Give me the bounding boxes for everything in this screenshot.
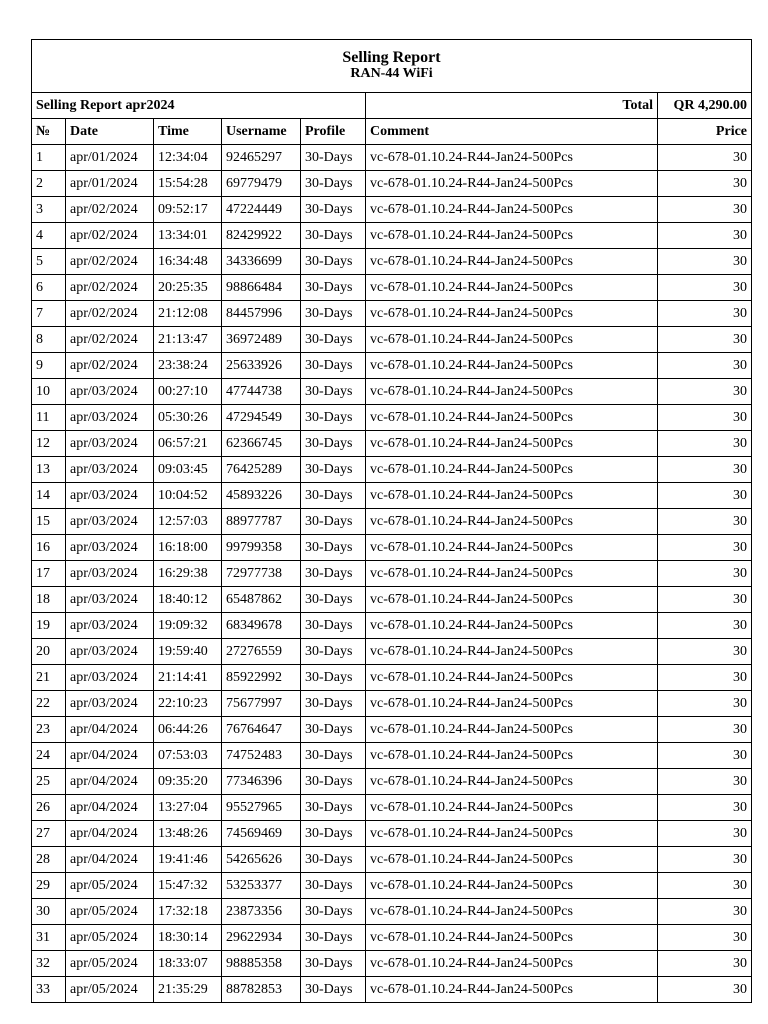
cell-time: 13:48:26: [154, 821, 222, 847]
cell-number: 1: [32, 145, 66, 171]
cell-comment: vc-678-01.10.24-R44-Jan24-500Pcs: [366, 977, 658, 1003]
cell-username: 36972489: [222, 327, 301, 353]
cell-username: 84457996: [222, 301, 301, 327]
cell-date: apr/01/2024: [66, 171, 154, 197]
cell-number: 19: [32, 613, 66, 639]
cell-username: 53253377: [222, 873, 301, 899]
cell-price: 30: [658, 847, 752, 873]
cell-price: 30: [658, 171, 752, 197]
cell-price: 30: [658, 717, 752, 743]
cell-username: 27276559: [222, 639, 301, 665]
cell-price: 30: [658, 197, 752, 223]
table-row: [32, 639, 752, 665]
cell-date: apr/02/2024: [66, 327, 154, 353]
cell-price: 30: [658, 795, 752, 821]
cell-username: 74569469: [222, 821, 301, 847]
table-row: [32, 977, 752, 1003]
cell-date: apr/04/2024: [66, 847, 154, 873]
cell-time: 19:41:46: [154, 847, 222, 873]
cell-number: 18: [32, 587, 66, 613]
cell-number: 13: [32, 457, 66, 483]
cell-date: apr/02/2024: [66, 353, 154, 379]
cell-number: 22: [32, 691, 66, 717]
cell-profile: 30-Days: [301, 691, 366, 717]
cell-number: 4: [32, 223, 66, 249]
cell-profile: 30-Days: [301, 665, 366, 691]
column-header-comment: Comment: [366, 119, 658, 145]
table-row: [32, 769, 752, 795]
cell-username: 88977787: [222, 509, 301, 535]
cell-price: 30: [658, 327, 752, 353]
cell-date: apr/03/2024: [66, 379, 154, 405]
cell-price: 30: [658, 561, 752, 587]
cell-comment: vc-678-01.10.24-R44-Jan24-500Pcs: [366, 561, 658, 587]
cell-time: 23:38:24: [154, 353, 222, 379]
cell-time: 18:30:14: [154, 925, 222, 951]
cell-username: 47224449: [222, 197, 301, 223]
cell-comment: vc-678-01.10.24-R44-Jan24-500Pcs: [366, 353, 658, 379]
table-row: [32, 743, 752, 769]
cell-price: 30: [658, 275, 752, 301]
title-row: [32, 40, 752, 93]
cell-time: 09:03:45: [154, 457, 222, 483]
cell-username: 62366745: [222, 431, 301, 457]
cell-price: 30: [658, 379, 752, 405]
cell-date: apr/04/2024: [66, 821, 154, 847]
cell-username: 76425289: [222, 457, 301, 483]
cell-date: apr/05/2024: [66, 873, 154, 899]
cell-price: 30: [658, 873, 752, 899]
cell-comment: vc-678-01.10.24-R44-Jan24-500Pcs: [366, 171, 658, 197]
cell-comment: vc-678-01.10.24-R44-Jan24-500Pcs: [366, 665, 658, 691]
cell-number: 21: [32, 665, 66, 691]
cell-time: 21:12:08: [154, 301, 222, 327]
cell-date: apr/03/2024: [66, 405, 154, 431]
cell-number: 27: [32, 821, 66, 847]
cell-comment: vc-678-01.10.24-R44-Jan24-500Pcs: [366, 639, 658, 665]
cell-comment: vc-678-01.10.24-R44-Jan24-500Pcs: [366, 249, 658, 275]
cell-date: apr/04/2024: [66, 717, 154, 743]
cell-date: apr/04/2024: [66, 743, 154, 769]
cell-time: 17:32:18: [154, 899, 222, 925]
cell-comment: vc-678-01.10.24-R44-Jan24-500Pcs: [366, 743, 658, 769]
cell-price: 30: [658, 587, 752, 613]
cell-price: 30: [658, 821, 752, 847]
cell-profile: 30-Days: [301, 951, 366, 977]
total-value: QR 4,290.00: [658, 93, 752, 119]
cell-date: apr/02/2024: [66, 249, 154, 275]
cell-date: apr/05/2024: [66, 925, 154, 951]
table-row: [32, 847, 752, 873]
cell-username: 98866484: [222, 275, 301, 301]
cell-number: 26: [32, 795, 66, 821]
cell-date: apr/03/2024: [66, 613, 154, 639]
cell-username: 72977738: [222, 561, 301, 587]
cell-profile: 30-Days: [301, 483, 366, 509]
cell-username: 77346396: [222, 769, 301, 795]
table-row: [32, 353, 752, 379]
cell-date: apr/05/2024: [66, 951, 154, 977]
cell-username: 65487862: [222, 587, 301, 613]
cell-profile: 30-Days: [301, 145, 366, 171]
cell-username: 34336699: [222, 249, 301, 275]
cell-date: apr/03/2024: [66, 483, 154, 509]
cell-time: 12:57:03: [154, 509, 222, 535]
cell-price: 30: [658, 613, 752, 639]
cell-comment: vc-678-01.10.24-R44-Jan24-500Pcs: [366, 925, 658, 951]
cell-time: 21:35:29: [154, 977, 222, 1003]
cell-profile: 30-Days: [301, 743, 366, 769]
cell-time: 06:44:26: [154, 717, 222, 743]
table-row: [32, 873, 752, 899]
cell-number: 28: [32, 847, 66, 873]
cell-username: 68349678: [222, 613, 301, 639]
table-row: [32, 899, 752, 925]
table-row: [32, 249, 752, 275]
cell-date: apr/01/2024: [66, 145, 154, 171]
cell-price: 30: [658, 145, 752, 171]
cell-number: 6: [32, 275, 66, 301]
cell-number: 17: [32, 561, 66, 587]
cell-username: 29622934: [222, 925, 301, 951]
cell-price: 30: [658, 301, 752, 327]
cell-comment: vc-678-01.10.24-R44-Jan24-500Pcs: [366, 613, 658, 639]
table-row: [32, 197, 752, 223]
column-header-date: Date: [66, 119, 154, 145]
cell-time: 10:04:52: [154, 483, 222, 509]
cell-date: apr/02/2024: [66, 275, 154, 301]
table-row: [32, 587, 752, 613]
cell-date: apr/03/2024: [66, 639, 154, 665]
cell-profile: 30-Days: [301, 847, 366, 873]
cell-date: apr/03/2024: [66, 457, 154, 483]
cell-date: apr/02/2024: [66, 301, 154, 327]
cell-date: apr/03/2024: [66, 535, 154, 561]
cell-username: 45893226: [222, 483, 301, 509]
cell-time: 18:33:07: [154, 951, 222, 977]
cell-username: 74752483: [222, 743, 301, 769]
table-row: [32, 327, 752, 353]
cell-username: 99799358: [222, 535, 301, 561]
report-title: Selling Report: [342, 49, 441, 66]
cell-time: 21:14:41: [154, 665, 222, 691]
cell-date: apr/04/2024: [66, 795, 154, 821]
cell-username: 88782853: [222, 977, 301, 1003]
cell-time: 12:34:04: [154, 145, 222, 171]
cell-number: 23: [32, 717, 66, 743]
cell-time: 07:53:03: [154, 743, 222, 769]
report-period: Selling Report apr2024: [32, 93, 366, 119]
table-row: [32, 405, 752, 431]
cell-date: apr/03/2024: [66, 665, 154, 691]
cell-comment: vc-678-01.10.24-R44-Jan24-500Pcs: [366, 873, 658, 899]
cell-profile: 30-Days: [301, 171, 366, 197]
cell-comment: vc-678-01.10.24-R44-Jan24-500Pcs: [366, 275, 658, 301]
cell-time: 21:13:47: [154, 327, 222, 353]
cell-price: 30: [658, 899, 752, 925]
cell-profile: 30-Days: [301, 977, 366, 1003]
table-row: [32, 665, 752, 691]
column-header-price: Price: [658, 119, 752, 145]
cell-profile: 30-Days: [301, 639, 366, 665]
cell-time: 15:47:32: [154, 873, 222, 899]
cell-profile: 30-Days: [301, 769, 366, 795]
cell-time: 05:30:26: [154, 405, 222, 431]
cell-number: 33: [32, 977, 66, 1003]
cell-profile: 30-Days: [301, 405, 366, 431]
table-row: [32, 483, 752, 509]
column-header-profile: Profile: [301, 119, 366, 145]
cell-number: 31: [32, 925, 66, 951]
cell-number: 9: [32, 353, 66, 379]
cell-price: 30: [658, 535, 752, 561]
cell-price: 30: [658, 249, 752, 275]
cell-date: apr/03/2024: [66, 561, 154, 587]
cell-profile: 30-Days: [301, 821, 366, 847]
cell-comment: vc-678-01.10.24-R44-Jan24-500Pcs: [366, 821, 658, 847]
table-row: [32, 925, 752, 951]
cell-comment: vc-678-01.10.24-R44-Jan24-500Pcs: [366, 301, 658, 327]
cell-date: apr/05/2024: [66, 899, 154, 925]
cell-number: 29: [32, 873, 66, 899]
cell-number: 7: [32, 301, 66, 327]
cell-price: 30: [658, 977, 752, 1003]
cell-number: 15: [32, 509, 66, 535]
cell-date: apr/03/2024: [66, 431, 154, 457]
cell-time: 15:54:28: [154, 171, 222, 197]
cell-comment: vc-678-01.10.24-R44-Jan24-500Pcs: [366, 795, 658, 821]
cell-username: 47294549: [222, 405, 301, 431]
table-row: [32, 691, 752, 717]
table-row: [32, 795, 752, 821]
table-row: [32, 145, 752, 171]
cell-username: 69779479: [222, 171, 301, 197]
cell-price: 30: [658, 639, 752, 665]
table-row: [32, 301, 752, 327]
cell-number: 5: [32, 249, 66, 275]
cell-date: apr/02/2024: [66, 197, 154, 223]
cell-comment: vc-678-01.10.24-R44-Jan24-500Pcs: [366, 899, 658, 925]
table-row: [32, 561, 752, 587]
cell-comment: vc-678-01.10.24-R44-Jan24-500Pcs: [366, 379, 658, 405]
cell-number: 20: [32, 639, 66, 665]
cell-number: 2: [32, 171, 66, 197]
cell-username: 95527965: [222, 795, 301, 821]
table-row: [32, 821, 752, 847]
cell-price: 30: [658, 405, 752, 431]
cell-time: 20:25:35: [154, 275, 222, 301]
table-row: [32, 613, 752, 639]
cell-profile: 30-Days: [301, 275, 366, 301]
cell-username: 85922992: [222, 665, 301, 691]
cell-profile: 30-Days: [301, 353, 366, 379]
summary-row: [32, 93, 752, 119]
cell-profile: 30-Days: [301, 223, 366, 249]
column-header-time: Time: [154, 119, 222, 145]
cell-time: 16:34:48: [154, 249, 222, 275]
cell-profile: 30-Days: [301, 301, 366, 327]
cell-price: 30: [658, 665, 752, 691]
cell-date: apr/03/2024: [66, 587, 154, 613]
cell-price: 30: [658, 691, 752, 717]
cell-username: 47744738: [222, 379, 301, 405]
table-row: [32, 509, 752, 535]
cell-number: 12: [32, 431, 66, 457]
cell-comment: vc-678-01.10.24-R44-Jan24-500Pcs: [366, 951, 658, 977]
cell-comment: vc-678-01.10.24-R44-Jan24-500Pcs: [366, 587, 658, 613]
cell-number: 32: [32, 951, 66, 977]
cell-comment: vc-678-01.10.24-R44-Jan24-500Pcs: [366, 197, 658, 223]
cell-comment: vc-678-01.10.24-R44-Jan24-500Pcs: [366, 717, 658, 743]
cell-username: 25633926: [222, 353, 301, 379]
selling-report-table: [31, 39, 752, 1003]
cell-price: 30: [658, 483, 752, 509]
cell-time: 13:27:04: [154, 795, 222, 821]
cell-username: 98885358: [222, 951, 301, 977]
cell-username: 54265626: [222, 847, 301, 873]
table-row: [32, 717, 752, 743]
table-row: [32, 275, 752, 301]
total-label: Total: [366, 93, 658, 119]
report-title-cell: [32, 40, 752, 93]
cell-profile: 30-Days: [301, 899, 366, 925]
table-row: [32, 457, 752, 483]
cell-comment: vc-678-01.10.24-R44-Jan24-500Pcs: [366, 327, 658, 353]
cell-comment: vc-678-01.10.24-R44-Jan24-500Pcs: [366, 405, 658, 431]
cell-profile: 30-Days: [301, 925, 366, 951]
cell-time: 22:10:23: [154, 691, 222, 717]
cell-profile: 30-Days: [301, 587, 366, 613]
cell-price: 30: [658, 509, 752, 535]
table-row: [32, 223, 752, 249]
cell-number: 14: [32, 483, 66, 509]
cell-profile: 30-Days: [301, 795, 366, 821]
cell-price: 30: [658, 353, 752, 379]
cell-price: 30: [658, 769, 752, 795]
cell-profile: 30-Days: [301, 327, 366, 353]
cell-time: 16:18:00: [154, 535, 222, 561]
cell-profile: 30-Days: [301, 431, 366, 457]
cell-time: 09:35:20: [154, 769, 222, 795]
cell-number: 24: [32, 743, 66, 769]
cell-comment: vc-678-01.10.24-R44-Jan24-500Pcs: [366, 509, 658, 535]
cell-profile: 30-Days: [301, 197, 366, 223]
cell-username: 82429922: [222, 223, 301, 249]
cell-date: apr/02/2024: [66, 223, 154, 249]
cell-price: 30: [658, 951, 752, 977]
cell-time: 13:34:01: [154, 223, 222, 249]
cell-comment: vc-678-01.10.24-R44-Jan24-500Pcs: [366, 535, 658, 561]
cell-number: 25: [32, 769, 66, 795]
cell-time: 18:40:12: [154, 587, 222, 613]
cell-price: 30: [658, 431, 752, 457]
cell-time: 06:57:21: [154, 431, 222, 457]
cell-number: 11: [32, 405, 66, 431]
cell-comment: vc-678-01.10.24-R44-Jan24-500Pcs: [366, 223, 658, 249]
table-row: [32, 379, 752, 405]
cell-comment: vc-678-01.10.24-R44-Jan24-500Pcs: [366, 847, 658, 873]
cell-price: 30: [658, 925, 752, 951]
cell-comment: vc-678-01.10.24-R44-Jan24-500Pcs: [366, 769, 658, 795]
cell-time: 19:59:40: [154, 639, 222, 665]
cell-comment: vc-678-01.10.24-R44-Jan24-500Pcs: [366, 483, 658, 509]
cell-profile: 30-Days: [301, 249, 366, 275]
cell-date: apr/03/2024: [66, 509, 154, 535]
cell-comment: vc-678-01.10.24-R44-Jan24-500Pcs: [366, 691, 658, 717]
cell-number: 30: [32, 899, 66, 925]
cell-date: apr/03/2024: [66, 691, 154, 717]
cell-price: 30: [658, 457, 752, 483]
cell-profile: 30-Days: [301, 509, 366, 535]
table-row: [32, 951, 752, 977]
column-header-number: №: [32, 119, 66, 145]
cell-comment: vc-678-01.10.24-R44-Jan24-500Pcs: [366, 145, 658, 171]
cell-username: 76764647: [222, 717, 301, 743]
cell-profile: 30-Days: [301, 457, 366, 483]
cell-number: 16: [32, 535, 66, 561]
cell-number: 10: [32, 379, 66, 405]
cell-profile: 30-Days: [301, 535, 366, 561]
cell-date: apr/04/2024: [66, 769, 154, 795]
cell-username: 75677997: [222, 691, 301, 717]
table-row: [32, 171, 752, 197]
report-subtitle: RAN-44 WiFi: [350, 66, 433, 81]
cell-time: 19:09:32: [154, 613, 222, 639]
column-header-row: [32, 119, 752, 145]
cell-profile: 30-Days: [301, 717, 366, 743]
cell-date: apr/05/2024: [66, 977, 154, 1003]
cell-username: 23873356: [222, 899, 301, 925]
cell-profile: 30-Days: [301, 873, 366, 899]
cell-price: 30: [658, 743, 752, 769]
cell-price: 30: [658, 223, 752, 249]
cell-time: 00:27:10: [154, 379, 222, 405]
cell-number: 8: [32, 327, 66, 353]
column-header-username: Username: [222, 119, 301, 145]
cell-number: 3: [32, 197, 66, 223]
cell-time: 16:29:38: [154, 561, 222, 587]
cell-comment: vc-678-01.10.24-R44-Jan24-500Pcs: [366, 431, 658, 457]
table-row: [32, 431, 752, 457]
cell-profile: 30-Days: [301, 613, 366, 639]
cell-profile: 30-Days: [301, 561, 366, 587]
cell-comment: vc-678-01.10.24-R44-Jan24-500Pcs: [366, 457, 658, 483]
report-rows: [32, 145, 752, 1003]
cell-time: 09:52:17: [154, 197, 222, 223]
cell-profile: 30-Days: [301, 379, 366, 405]
cell-username: 92465297: [222, 145, 301, 171]
table-row: [32, 535, 752, 561]
